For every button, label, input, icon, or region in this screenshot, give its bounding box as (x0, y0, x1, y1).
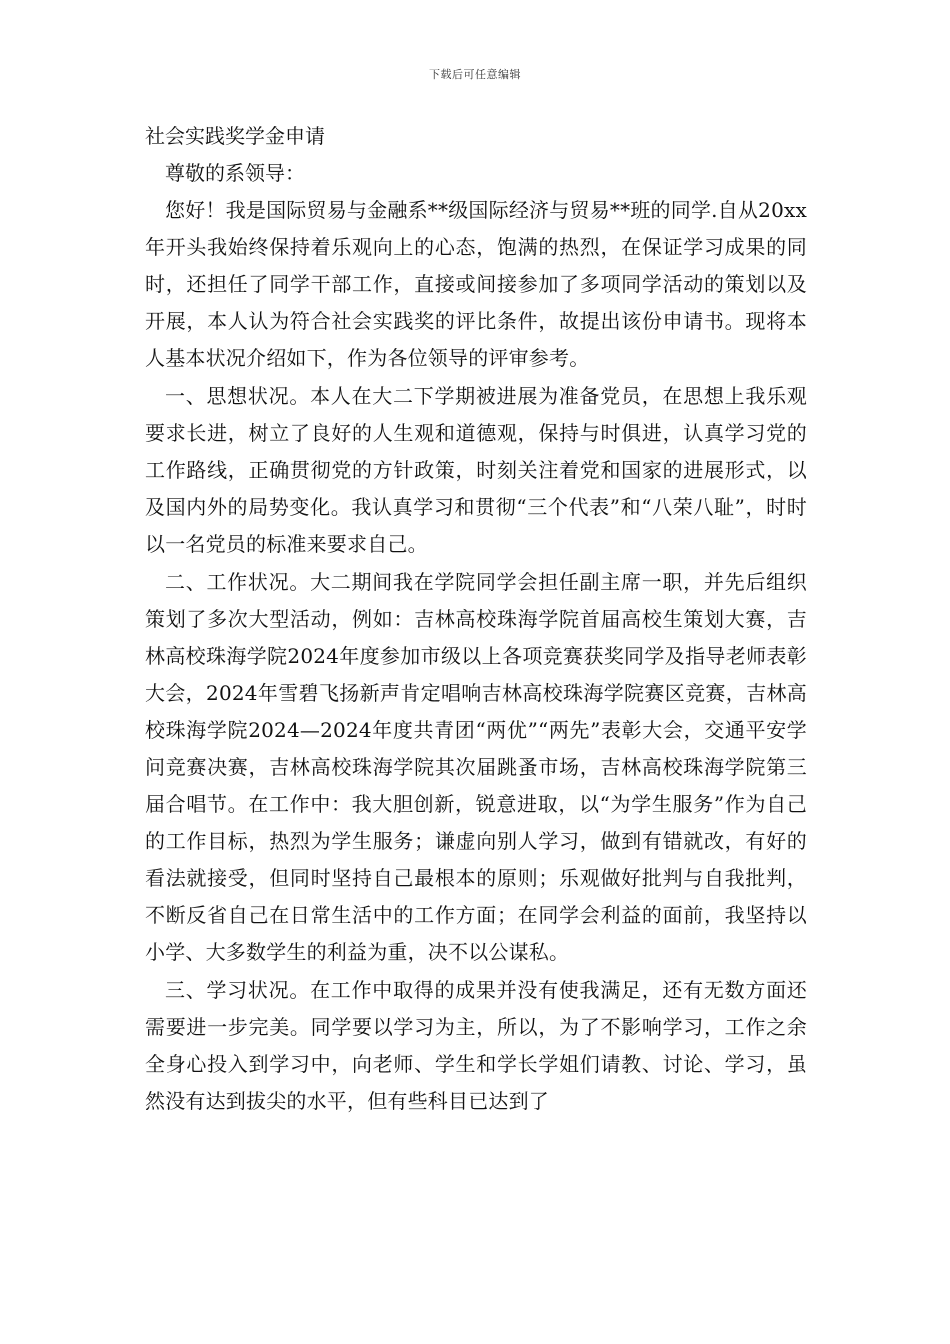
document-title: 社会实践奖学金申请 (145, 124, 325, 148)
salutation: 尊敬的系领导： (165, 161, 305, 185)
paragraph-study: 三、学习状况。在工作中取得的成果并没有使我满足，还有无数方面还需要进一步完美。同学要以学习为主，所以，为了不影响学习，工作之余全身心投入到学习中，向老师、学生和学长学姐们请教、讨论、学习，虽然没有达到拔尖的水平，但有些科目已达到了 (145, 978, 807, 1113)
paragraph-work: 二、工作状况。大二期间我在学院同学会担任副主席一职，并先后组织策划了多次大型活动，例如：吉林高校珠海学院首届高校生策划大赛，吉林高校珠海学院2024年度参加市级以上各项竞赛获奖同学及指导老师表彰大会，2024年雪碧飞扬新声肯定唱响吉林高校珠海学院赛区竞赛，吉林高校珠海学院2024—2024年度共青团“两优”“两先”表彰大会，交通平安学问竞赛决赛，吉林高校珠海学院其次届跳蚤市场，吉林高校珠海学院第三届合唱节。在工作中：我大胆创新，锐意进取，以“为学生服务”作为自己的工作目标，热烈为学生服务；谦虚向别人学习，做到有错就改，有好的看法就接受，但同时坚持自己最根本的原则；乐观做好批判与自我批判，不断反省自己在日常生活中的工作方面；在同学会利益的面前，我坚持以小学、大多数学生的利益为重，决不以公谋私。 (145, 570, 807, 964)
page-header-note: 下载后可任意编辑 (429, 68, 521, 81)
paragraph-greeting: 您好！我是国际贸易与金融系**级国际经济与贸易**班的同学.自从20xx年开头我始终保持着乐观向上的心态，饱满的热烈，在保证学习成果的同时，还担任了同学干部工作，直接或间接参加了多项同学活动的策划以及开展，本人认为符合社会实践奖的评比条件，故提出该份申请书。现将本人基本状况介绍如下，作为各位领导的评审参考。 (145, 198, 807, 370)
paragraph-ideology: 一、思想状况。本人在大二下学期被进展为准备党员，在思想上我乐观要求长进，树立了良好的人生观和道德观，保持与时俱进，认真学习党的工作路线，正确贯彻党的方针政策，时刻关注着党和国家的进展形式，以及国内外的局势变化。我认真学习和贯彻“三个代表”和“八荣八耻”，时时以一名党员的标准来要求自己。 (145, 384, 807, 556)
document-body (145, 118, 807, 1121)
